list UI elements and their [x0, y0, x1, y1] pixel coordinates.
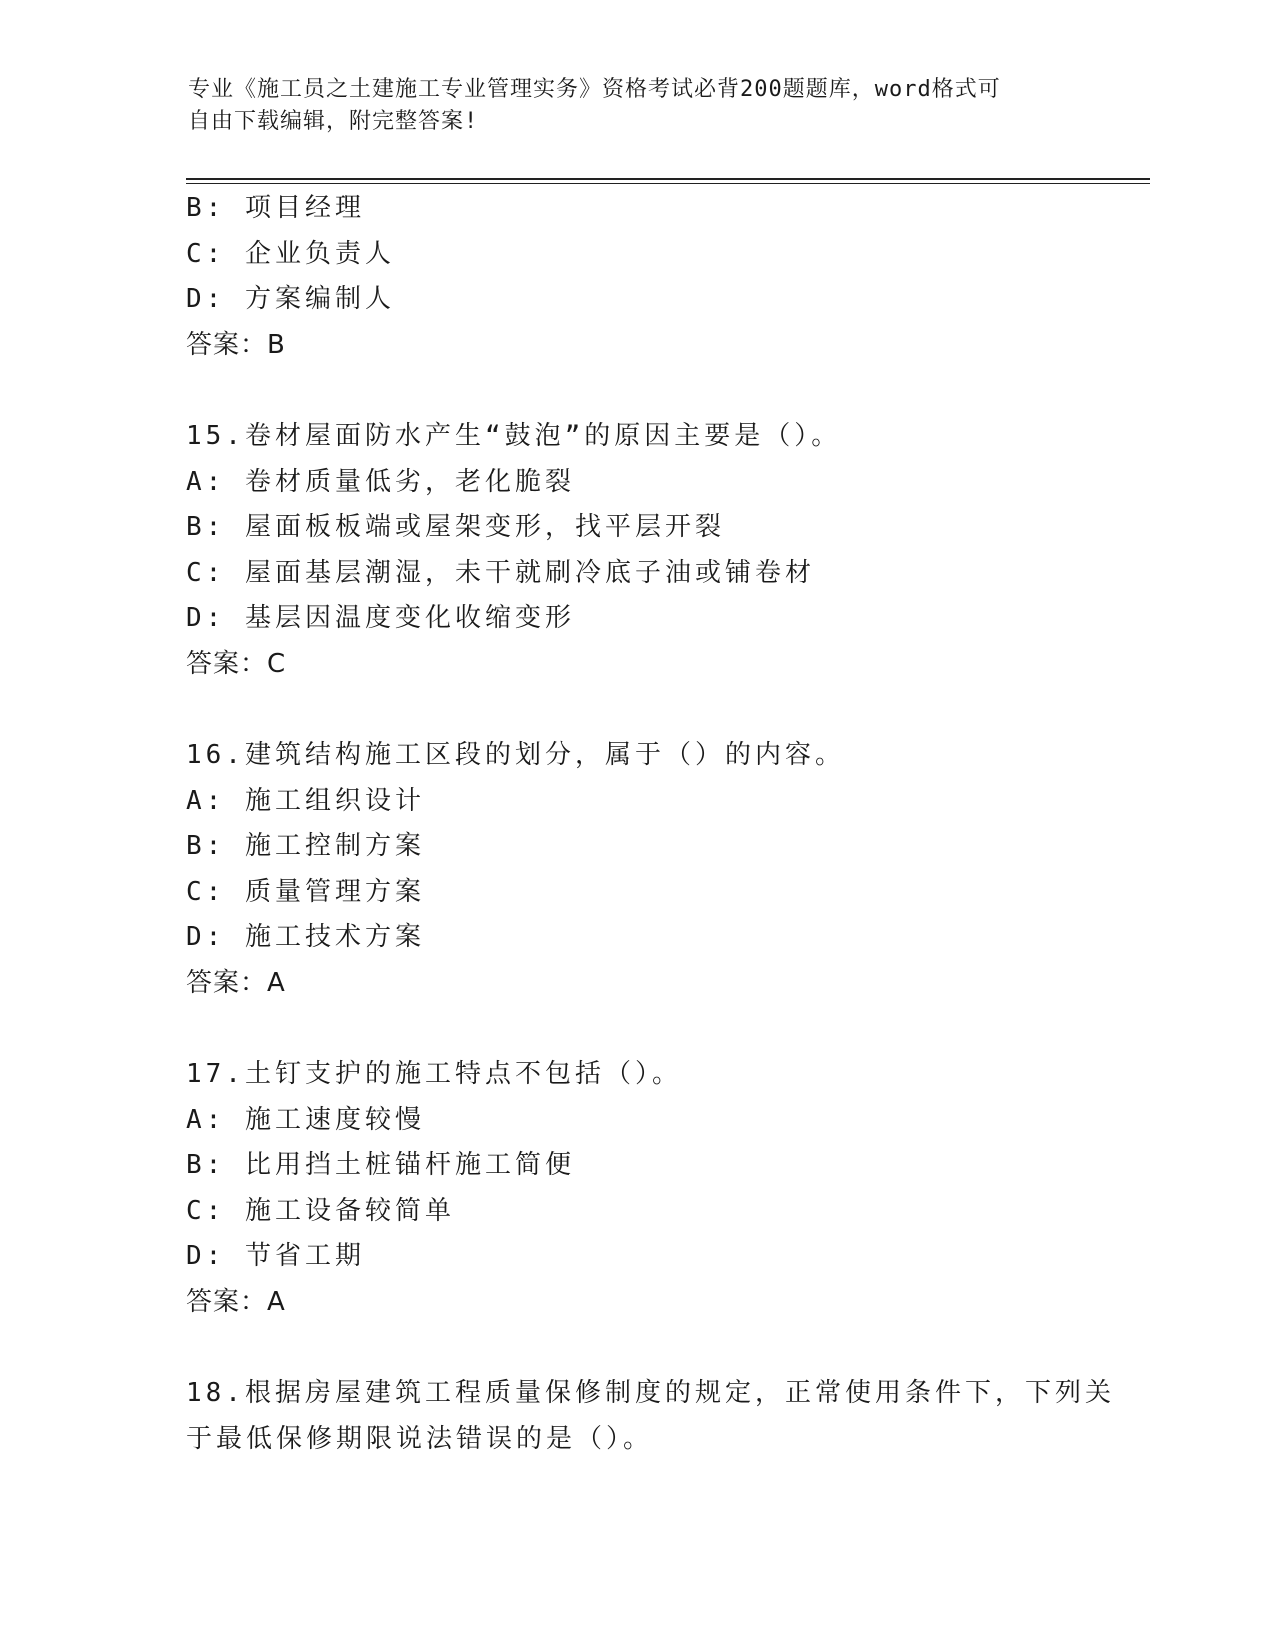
question-text: 15.卷材屋面防水产生“鼓泡”的原因主要是（）。	[186, 421, 842, 451]
option-d: D: 节省工期	[186, 1241, 365, 1271]
spacer	[186, 1325, 1086, 1371]
option-c: C: 施工设备较简单	[186, 1195, 455, 1226]
question-text-line-2: 于最低保修期限说法错误的是（）。	[186, 1423, 654, 1454]
option-d: D: 方案编制人	[186, 284, 395, 314]
answer-line: 答案：A	[186, 967, 286, 998]
option-a: A: 卷材质量低劣，老化脆裂	[186, 466, 575, 497]
header-divider-thick	[186, 178, 1150, 180]
answer-line: 答案：A	[186, 1286, 286, 1317]
option-c: C: 质量管理方案	[186, 876, 425, 907]
option-b: B: 施工控制方案	[186, 831, 425, 861]
option-b: B: 比用挡土桩锚杆施工简便	[186, 1150, 575, 1180]
option-d: D: 基层因温度变化收缩变形	[186, 603, 575, 633]
header-divider-thin	[186, 183, 1150, 184]
header-line-1: 专业《施工员之土建施工专业管理实务》资格考试必背200题题库，word格式可	[188, 77, 1001, 102]
spacer	[186, 687, 1086, 733]
question-block-17	[186, 1052, 1086, 1325]
option-b: B: 屋面板板端或屋架变形，找平层开裂	[186, 512, 725, 542]
option-a: A: 施工速度较慢	[186, 1104, 425, 1135]
header-line-2: 自由下载编辑，附完整答案!	[188, 109, 479, 134]
question-text-line-1: 18.根据房屋建筑工程质量保修制度的规定，正常使用条件下，下列关	[186, 1378, 1115, 1408]
document-header	[188, 74, 1068, 138]
question-text: 16.建筑结构施工区段的划分，属于（）的内容。	[186, 740, 845, 770]
question-text: 17.土钉支护的施工特点不包括（）。	[186, 1059, 682, 1089]
document-body	[186, 186, 1115, 1462]
question-block-14	[186, 186, 1086, 368]
question-block-18	[186, 1371, 1115, 1462]
question-block-16	[186, 733, 1086, 1006]
option-c: C: 屋面基层潮湿，未干就刷冷底子油或铺卷材	[186, 557, 815, 588]
question-block-15	[186, 414, 1086, 687]
answer-line: 答案：B	[186, 329, 286, 360]
spacer	[186, 1006, 1086, 1052]
option-d: D: 施工技术方案	[186, 922, 425, 952]
spacer	[186, 368, 1086, 414]
option-b: B: 项目经理	[186, 193, 365, 223]
answer-line: 答案：C	[186, 648, 287, 679]
option-c: C: 企业负责人	[186, 238, 395, 269]
option-a: A: 施工组织设计	[186, 785, 425, 816]
